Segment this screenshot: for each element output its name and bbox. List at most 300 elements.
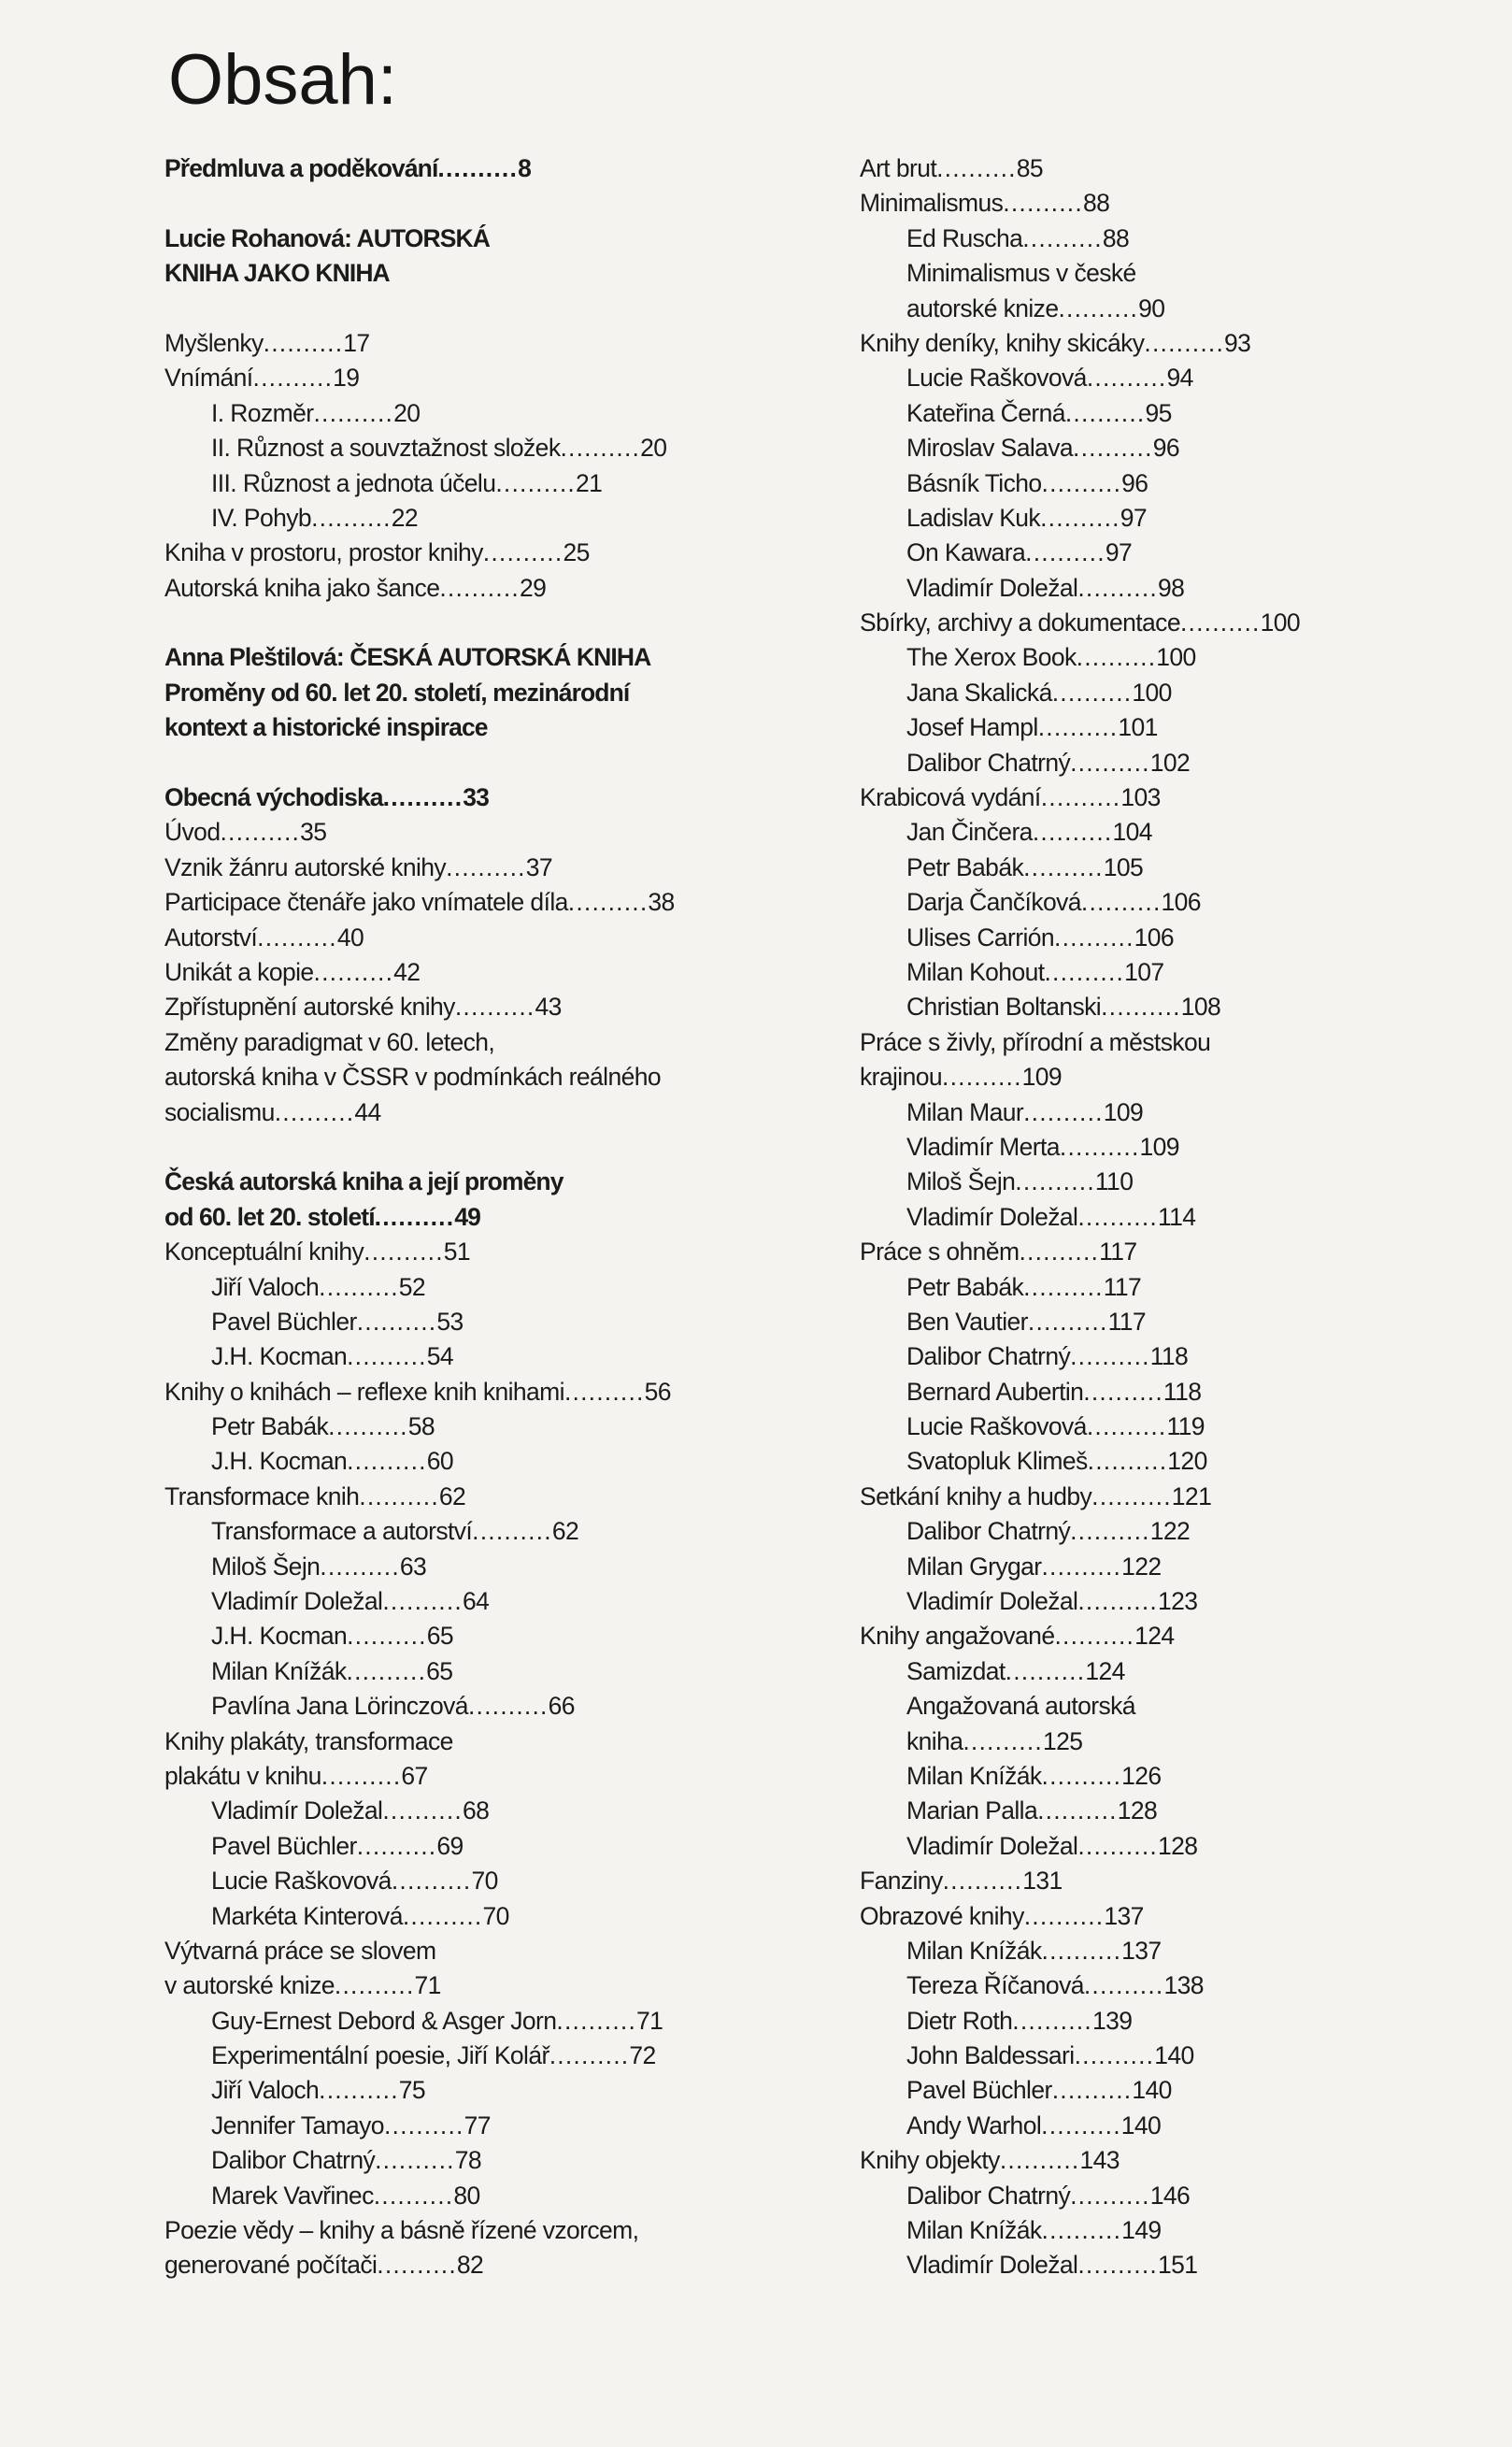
toc-entry bbox=[164, 851, 837, 885]
toc-entry bbox=[860, 1235, 1495, 1269]
toc-leader-dots: .......... bbox=[364, 1238, 444, 1266]
toc-entry-title: Pavel Büchler bbox=[211, 1831, 357, 1860]
toc-leader-dots: .......... bbox=[1015, 1167, 1095, 1196]
toc-entry bbox=[860, 292, 1495, 326]
toc-leader-dots: .......... bbox=[1144, 328, 1225, 357]
toc-entry bbox=[164, 990, 837, 1024]
toc-page-number: 97 bbox=[1120, 503, 1147, 532]
toc-page-number: 70 bbox=[471, 1867, 498, 1896]
toc-page-number: 37 bbox=[525, 852, 553, 881]
toc-entry-title: Anna Pleštilová: ČESKÁ AUTORSKÁ KNIHA bbox=[164, 643, 651, 672]
toc-page-number: 118 bbox=[1163, 1377, 1202, 1406]
toc-entry-title: Pavel Büchler bbox=[906, 2076, 1052, 2105]
toc-entry bbox=[860, 955, 1495, 990]
toc-leader-dots: .......... bbox=[1059, 1132, 1140, 1161]
toc-entry bbox=[860, 1619, 1495, 1653]
toc-leader-dots: .......... bbox=[1012, 2006, 1092, 2035]
toc-page-number: 82 bbox=[456, 2251, 484, 2280]
toc-page-number: 96 bbox=[1121, 468, 1148, 497]
toc-page-number: 93 bbox=[1224, 328, 1251, 357]
toc-leader-dots: .......... bbox=[1083, 1377, 1163, 1406]
toc-page-number: 64 bbox=[462, 1587, 490, 1616]
toc-page-number: 43 bbox=[535, 993, 562, 1022]
toc-entry bbox=[860, 1550, 1495, 1584]
toc-leader-dots: .......... bbox=[347, 1342, 427, 1371]
toc-entry-title: J.H. Kocman bbox=[211, 1342, 348, 1371]
toc-entry bbox=[164, 1480, 837, 1514]
toc-leader-dots: .......... bbox=[1032, 818, 1113, 847]
spacer bbox=[164, 746, 837, 780]
toc-leader-dots: .......... bbox=[482, 538, 563, 567]
toc-leader-dots: .......... bbox=[1051, 2076, 1133, 2105]
toc-page-number: 120 bbox=[1167, 1447, 1207, 1476]
toc-entry bbox=[860, 921, 1495, 955]
toc-leader-dots: .......... bbox=[1086, 364, 1167, 393]
toc-leader-dots: .......... bbox=[1077, 573, 1158, 602]
toc-leader-dots: .......... bbox=[1070, 748, 1150, 777]
spacer bbox=[164, 1130, 837, 1165]
toc-leader-dots: .......... bbox=[446, 852, 526, 881]
toc-leader-dots: .......... bbox=[1019, 1238, 1100, 1266]
toc-entry bbox=[164, 431, 837, 465]
toc-entry bbox=[164, 1305, 837, 1339]
toc-entry-title: Petr Babák bbox=[906, 852, 1024, 881]
toc-page-number: 139 bbox=[1091, 2006, 1133, 2035]
toc-entry-title: od 60. let 20. století bbox=[164, 1202, 375, 1231]
toc-leader-dots: .......... bbox=[313, 957, 394, 986]
toc-leader-dots: .......... bbox=[1101, 993, 1181, 1022]
toc-leader-dots: .......... bbox=[556, 2006, 637, 2035]
toc-entry-title: John Baldessari bbox=[906, 2041, 1075, 2070]
toc-entry bbox=[860, 2004, 1495, 2039]
toc-entry-title: Miloš Šejn bbox=[906, 1167, 1016, 1196]
toc-entry-title: Dalibor Chatrný bbox=[906, 2181, 1071, 2210]
toc-page-number: 88 bbox=[1082, 189, 1110, 218]
toc-entry bbox=[860, 1724, 1495, 1759]
toc-leader-dots: .......... bbox=[252, 364, 334, 393]
toc-page-number: 75 bbox=[398, 2076, 426, 2105]
toc-page-number: 124 bbox=[1134, 1622, 1175, 1651]
toc-entry-title: Bernard Aubertin bbox=[906, 1377, 1084, 1406]
toc-page-number: 149 bbox=[1121, 2216, 1162, 2245]
toc-entry-title: Dalibor Chatrný bbox=[211, 2146, 376, 2175]
toc-page-number: 69 bbox=[436, 1831, 464, 1860]
toc-page-number: 105 bbox=[1103, 852, 1144, 881]
toc-leader-dots: .......... bbox=[1037, 1796, 1118, 1825]
toc-page-number: 106 bbox=[1161, 888, 1201, 917]
toc-leader-dots: .......... bbox=[936, 154, 1017, 182]
toc-page-number: 151 bbox=[1157, 2251, 1198, 2280]
toc-leader-dots: .......... bbox=[1025, 538, 1105, 567]
toc-page-number: 126 bbox=[1121, 1761, 1162, 1790]
toc-entry-title: krajinou bbox=[860, 1063, 943, 1092]
toc-entry bbox=[860, 2179, 1495, 2213]
toc-entry-title: Milan Maur bbox=[906, 1097, 1024, 1126]
toc-entry bbox=[860, 1829, 1495, 1864]
toc-entry-title: socialismu bbox=[164, 1097, 275, 1126]
toc-entry bbox=[860, 396, 1495, 431]
toc-leader-dots: .......... bbox=[356, 1831, 437, 1860]
toc-entry bbox=[164, 571, 837, 606]
toc-entry-title: Kateřina Černá bbox=[906, 398, 1065, 427]
toc-entry-title: II. Různost a souvztažnost složek bbox=[211, 434, 561, 463]
toc-page-number: 95 bbox=[1145, 398, 1172, 427]
toc-leader-dots: .......... bbox=[1070, 2181, 1150, 2210]
toc-entry bbox=[164, 885, 837, 920]
toc-leader-dots: .......... bbox=[1041, 1761, 1122, 1790]
toc-leader-dots: .......... bbox=[1086, 1412, 1167, 1441]
toc-page-number: 71 bbox=[414, 1971, 441, 2000]
toc-entry bbox=[164, 396, 837, 431]
toc-page-number: 85 bbox=[1016, 154, 1044, 182]
toc-entry-title: Svatopluk Klimeš bbox=[906, 1447, 1088, 1476]
toc-page-number: 108 bbox=[1180, 993, 1221, 1022]
toc-entry-title: Česká autorská kniha a její proměny bbox=[164, 1167, 563, 1196]
toc-entry-title: autorské knize bbox=[906, 293, 1059, 322]
toc-entry-title: Pavlína Jana Lörinczová bbox=[211, 1692, 468, 1721]
toc-entry bbox=[860, 2109, 1495, 2143]
toc-page-number: 131 bbox=[1022, 1867, 1063, 1896]
toc-entry bbox=[164, 640, 837, 675]
toc-entry-title: Milan Grygar bbox=[906, 1552, 1042, 1581]
toc-page-number: 58 bbox=[407, 1412, 435, 1441]
toc-leader-dots: .......... bbox=[942, 1063, 1022, 1092]
toc-entry-title: Práce s živly, přírodní a městskou bbox=[860, 1027, 1211, 1056]
toc-entry-title: Knihy deníky, knihy skicáky bbox=[860, 328, 1145, 357]
spacer bbox=[164, 186, 837, 221]
toc-page-number: 62 bbox=[551, 1517, 579, 1546]
toc-entry bbox=[860, 1305, 1495, 1339]
toc-page-number: 122 bbox=[1149, 1517, 1191, 1546]
toc-entry-title: Změny paradigmat v 60. letech, bbox=[164, 1027, 495, 1056]
toc-leader-dots: .......... bbox=[1076, 643, 1157, 672]
toc-entry bbox=[164, 222, 837, 256]
toc-entry bbox=[164, 815, 837, 850]
toc-page-number: 128 bbox=[1157, 1831, 1198, 1860]
toc-entry bbox=[164, 2143, 837, 2178]
toc-page-number: 78 bbox=[454, 2146, 482, 2175]
toc-page-number: 42 bbox=[393, 957, 421, 986]
toc-page-number: 52 bbox=[398, 1272, 426, 1301]
toc-entry-title: Vladimír Doležal bbox=[906, 2251, 1078, 2280]
toc-entry-title: Milan Knížák bbox=[906, 1761, 1042, 1790]
toc-leader-dots: .......... bbox=[1073, 434, 1153, 463]
toc-leader-dots: .......... bbox=[549, 2041, 630, 2070]
toc-entry-title: Ladislav Kuk bbox=[906, 503, 1041, 532]
toc-entry bbox=[164, 326, 837, 361]
toc-entry-title: Setkání knihy a hudby bbox=[860, 1481, 1092, 1510]
toc-left-column bbox=[164, 151, 837, 2283]
toc-entry bbox=[164, 1444, 837, 1479]
toc-page-number: 140 bbox=[1120, 2111, 1162, 2139]
toc-entry-title: Lucie Raškovová bbox=[211, 1867, 392, 1896]
toc-leader-dots: .......... bbox=[1051, 678, 1133, 707]
toc-entry bbox=[860, 1165, 1495, 1199]
toc-entry-title: Autorská kniha jako šance bbox=[164, 573, 440, 602]
toc-leader-dots: .......... bbox=[334, 1971, 415, 2000]
toc-entry bbox=[860, 1514, 1495, 1549]
toc-entry bbox=[164, 1759, 837, 1794]
toc-page-number: 124 bbox=[1085, 1656, 1125, 1685]
toc-leader-dots: .......... bbox=[377, 2251, 457, 2280]
toc-entry bbox=[860, 2213, 1495, 2248]
toc-leader-dots: .......... bbox=[495, 468, 576, 497]
toc-leader-dots: .......... bbox=[374, 1202, 455, 1231]
toc-leader-dots: .......... bbox=[220, 818, 301, 847]
toc-entry-title: Vladimír Doležal bbox=[211, 1796, 383, 1825]
page-title: Obsah: bbox=[168, 40, 398, 120]
toc-entry-title: Vladimír Doležal bbox=[906, 573, 1078, 602]
toc-page-number: 114 bbox=[1157, 1202, 1196, 1231]
toc-entry bbox=[860, 2073, 1495, 2108]
toc-entry bbox=[860, 536, 1495, 570]
toc-entry-title: Milan Kohout bbox=[906, 957, 1045, 986]
toc-entry-title: v autorské knize bbox=[164, 1971, 335, 2000]
toc-entry-title: Tereza Říčanová bbox=[906, 1971, 1084, 2000]
toc-page-number: 122 bbox=[1121, 1552, 1162, 1581]
toc-entry-title: Ed Ruscha bbox=[906, 223, 1023, 252]
toc-leader-dots: .......... bbox=[263, 328, 344, 357]
toc-entry bbox=[164, 1654, 837, 1689]
toc-entry-title: Fanziny bbox=[860, 1867, 943, 1896]
toc-page-number: 66 bbox=[548, 1692, 575, 1721]
toc-page-number: 117 bbox=[1103, 1272, 1142, 1301]
toc-leader-dots: .......... bbox=[373, 2181, 454, 2210]
toc-entry bbox=[164, 1724, 837, 1759]
toc-leader-dots: .......... bbox=[567, 888, 649, 917]
toc-leader-dots: .......... bbox=[1041, 1552, 1122, 1581]
toc-entry-title: Dalibor Chatrný bbox=[906, 748, 1071, 777]
toc-entry-title: Minimalismus v české bbox=[906, 259, 1136, 288]
toc-leader-dots: .......... bbox=[1077, 2251, 1158, 2280]
toc-entry-title: IV. Pohyb bbox=[211, 503, 312, 532]
toc-leader-dots: .......... bbox=[1054, 1622, 1135, 1651]
toc-page-number: 70 bbox=[482, 1901, 509, 1930]
toc-entry bbox=[164, 256, 837, 291]
toc-page-number: 88 bbox=[1102, 223, 1130, 252]
toc-leader-dots: .......... bbox=[1077, 1587, 1158, 1616]
toc-entry bbox=[164, 1968, 837, 2003]
toc-entry-title: Práce s ohněm bbox=[860, 1238, 1020, 1266]
toc-entry-title: Marian Palla bbox=[906, 1796, 1038, 1825]
toc-entry bbox=[860, 1339, 1495, 1374]
toc-leader-dots: .......... bbox=[1041, 1936, 1122, 1965]
toc-entry bbox=[164, 1934, 837, 1968]
toc-leader-dots: .......... bbox=[274, 1097, 355, 1126]
toc-entry bbox=[860, 1444, 1495, 1479]
toc-page-number: 54 bbox=[426, 1342, 454, 1371]
toc-leader-dots: .......... bbox=[1058, 293, 1139, 322]
toc-entry bbox=[860, 151, 1495, 186]
toc-page-number: 68 bbox=[462, 1796, 490, 1825]
toc-entry bbox=[860, 710, 1495, 745]
toc-leader-dots: .......... bbox=[1023, 852, 1104, 881]
toc-page-number: 90 bbox=[1138, 293, 1165, 322]
toc-entry-title: Pavel Büchler bbox=[211, 1307, 357, 1336]
toc-entry bbox=[164, 536, 837, 570]
toc-leader-dots: .......... bbox=[1064, 398, 1146, 427]
toc-entry-title: Vznik žánru autorské knihy bbox=[164, 852, 447, 881]
toc-page-number: 123 bbox=[1157, 1587, 1198, 1616]
toc-page-number: 117 bbox=[1099, 1238, 1137, 1266]
toc-page-number: 110 bbox=[1094, 1167, 1134, 1196]
toc-page-number: 118 bbox=[1149, 1342, 1189, 1371]
toc-entry bbox=[164, 2004, 837, 2039]
toc-entry bbox=[164, 1410, 837, 1444]
toc-leader-dots: .......... bbox=[1023, 1097, 1104, 1126]
toc-entry bbox=[860, 186, 1495, 221]
toc-entry-title: Andy Warhol bbox=[906, 2111, 1042, 2139]
toc-entry-title: Samizdat bbox=[906, 1656, 1006, 1685]
toc-entry bbox=[164, 780, 837, 815]
toc-entry bbox=[164, 1584, 837, 1619]
toc-entry bbox=[860, 256, 1495, 291]
toc-entry-title: Participace čtenáře jako vnímatele díla bbox=[164, 888, 568, 917]
toc-entry bbox=[860, 1130, 1495, 1165]
toc-entry bbox=[164, 710, 837, 745]
toc-entry bbox=[860, 1025, 1495, 1060]
toc-leader-dots: .......... bbox=[346, 1656, 427, 1685]
toc-leader-dots: .......... bbox=[467, 1692, 549, 1721]
toc-entry-title: kontext a historické inspirace bbox=[164, 713, 488, 742]
toc-entry bbox=[860, 326, 1495, 361]
toc-page-number: 101 bbox=[1118, 713, 1158, 742]
toc-entry bbox=[164, 676, 837, 710]
toc-page-number: 29 bbox=[519, 573, 547, 602]
toc-entry bbox=[860, 885, 1495, 920]
toc-entry-title: Myšlenky bbox=[164, 328, 264, 357]
toc-leader-dots: .......... bbox=[321, 1761, 402, 1790]
toc-entry bbox=[860, 1689, 1495, 1724]
toc-page-number: 80 bbox=[453, 2181, 480, 2210]
toc-leader-dots: .......... bbox=[454, 993, 535, 1022]
toc-entry-title: Petr Babák bbox=[906, 1272, 1024, 1301]
toc-entry-title: Zpřístupnění autorské knihy bbox=[164, 993, 455, 1022]
toc-entry-title: Darja Čančíková bbox=[906, 888, 1081, 917]
toc-entry-title: Vladimír Doležal bbox=[211, 1587, 383, 1616]
toc-page-number: 20 bbox=[640, 434, 667, 463]
toc-entry-title: Milan Knížák bbox=[211, 1656, 347, 1685]
toc-entry bbox=[860, 1200, 1495, 1235]
toc-page-number: 19 bbox=[333, 364, 360, 393]
toc-page-number: 72 bbox=[629, 2041, 656, 2070]
toc-page-number: 109 bbox=[1139, 1132, 1179, 1161]
toc-entry bbox=[860, 2143, 1495, 2178]
toc-entry bbox=[164, 1689, 837, 1724]
toc-entry-title: Obrazové knihy bbox=[860, 1901, 1024, 1930]
toc-page-number: 62 bbox=[438, 1481, 466, 1510]
toc-entry bbox=[860, 501, 1495, 536]
toc-entry bbox=[860, 1934, 1495, 1968]
toc-page-number: 25 bbox=[563, 538, 590, 567]
toc-entry-title: Dalibor Chatrný bbox=[906, 1517, 1071, 1546]
toc-entry-title: Konceptuální knihy bbox=[164, 1238, 364, 1266]
toc-entry-title: Knihy angažované bbox=[860, 1622, 1055, 1651]
toc-page-number: 138 bbox=[1163, 1971, 1204, 2000]
toc-entry bbox=[164, 361, 837, 395]
toc-entry bbox=[164, 1235, 837, 1269]
toc-entry bbox=[164, 501, 837, 536]
toc-leader-dots: .......... bbox=[1074, 2041, 1155, 2070]
toc-entry-title: Dalibor Chatrný bbox=[906, 1342, 1071, 1371]
toc-page-number: 22 bbox=[391, 503, 418, 532]
toc-entry bbox=[860, 990, 1495, 1024]
toc-leader-dots: .......... bbox=[347, 1447, 427, 1476]
toc-entry-title: III. Různost a jednota účelu bbox=[211, 468, 496, 497]
toc-page-number: 140 bbox=[1132, 2076, 1172, 2105]
toc-leader-dots: .......... bbox=[319, 2076, 399, 2105]
toc-entry bbox=[860, 1584, 1495, 1619]
toc-page-number: 38 bbox=[648, 888, 675, 917]
toc-leader-dots: .......... bbox=[1005, 1656, 1086, 1685]
toc-entry bbox=[164, 1829, 837, 1864]
toc-entry-title: Milan Knížák bbox=[906, 1936, 1042, 1965]
toc-entry bbox=[164, 1794, 837, 1828]
toc-leader-dots: .......... bbox=[328, 1412, 408, 1441]
toc-entry bbox=[164, 1200, 837, 1235]
toc-entry bbox=[860, 851, 1495, 885]
toc-leader-dots: .......... bbox=[356, 1307, 437, 1336]
toc-page-number: 103 bbox=[1120, 783, 1161, 812]
toc-entry bbox=[860, 815, 1495, 850]
toc-leader-dots: .......... bbox=[311, 503, 392, 532]
toc-entry-title: Unikát a kopie bbox=[164, 957, 314, 986]
spacer bbox=[164, 292, 837, 326]
toc-leader-dots: .......... bbox=[383, 2111, 464, 2139]
toc-entry-title: Marek Vavřinec bbox=[211, 2181, 374, 2210]
toc-page-number: 106 bbox=[1134, 923, 1175, 952]
toc-entry-title: Výtvarná práce se slovem bbox=[164, 1936, 436, 1965]
toc-entry bbox=[164, 921, 837, 955]
toc-page-number: 8 bbox=[518, 154, 531, 182]
toc-entry-title: Jiří Valoch bbox=[211, 2076, 320, 2105]
toc-page-number: 49 bbox=[454, 1202, 480, 1231]
toc-entry bbox=[164, 1270, 837, 1305]
toc-entry-title: Art brut bbox=[860, 154, 937, 182]
toc-entry bbox=[164, 1095, 837, 1130]
toc-page-number: 53 bbox=[436, 1307, 464, 1336]
toc-page-number: 44 bbox=[354, 1097, 381, 1126]
toc-leader-dots: .......... bbox=[1040, 503, 1120, 532]
toc-leader-dots: .......... bbox=[1041, 2111, 1121, 2139]
toc-page-number: 40 bbox=[336, 923, 364, 952]
toc-leader-dots: .......... bbox=[1037, 713, 1119, 742]
toc-entry-title: Jan Činčera bbox=[906, 818, 1033, 847]
toc-leader-dots: .......... bbox=[1044, 957, 1125, 986]
toc-leader-dots: .......... bbox=[472, 1517, 552, 1546]
toc-entry bbox=[860, 1270, 1495, 1305]
toc-leader-dots: .......... bbox=[563, 1377, 645, 1406]
toc-entry bbox=[164, 2248, 837, 2282]
toc-entry bbox=[164, 151, 837, 186]
toc-entry-title: Petr Babák bbox=[211, 1412, 329, 1441]
toc-leader-dots: .......... bbox=[1054, 923, 1134, 952]
toc-page-number: 21 bbox=[576, 468, 603, 497]
toc-entry bbox=[164, 955, 837, 990]
toc-entry bbox=[164, 2213, 837, 2248]
toc-leader-dots: .......... bbox=[382, 783, 464, 812]
toc-entry bbox=[860, 2039, 1495, 2073]
toc-leader-dots: .......... bbox=[1087, 1447, 1168, 1476]
toc-entry-title: Ulises Carrión bbox=[906, 923, 1055, 952]
toc-entry bbox=[860, 676, 1495, 710]
toc-entry bbox=[860, 640, 1495, 675]
toc-entry-title: Lucie Raškovová bbox=[906, 364, 1087, 393]
toc-entry bbox=[164, 2073, 837, 2108]
toc-leader-dots: .......... bbox=[1027, 1307, 1108, 1336]
toc-page-number: 77 bbox=[464, 2111, 491, 2139]
toc-entry-title: Miroslav Salava bbox=[906, 434, 1074, 463]
